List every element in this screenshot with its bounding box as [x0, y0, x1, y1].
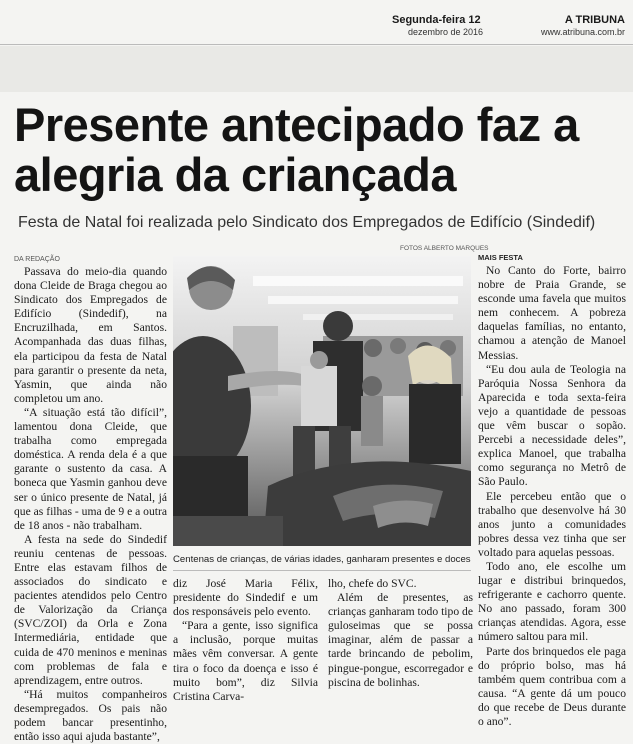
- header-band: [0, 46, 633, 92]
- paragraph: “Eu dou aula de Teologia na Paróquia Nossa Senhora da Aparecida e toda sexta-feira vejo a quantidade de pessoas que vêm buscar o sopão. Percebi a necessidade deles”, explica Manoel, que trabalha como segurança no Metrô de São Paulo.: [478, 362, 626, 489]
- header-rule: [0, 44, 633, 45]
- newspaper-url: www.atribuna.com.br: [540, 27, 625, 37]
- sidebar-label: MAIS FESTA: [478, 253, 523, 262]
- paragraph: Ele percebeu então que o trabalho que desenvolve há 30 anos junto a comunidades pobres dessa vez tinha que ser voltado para aquelas pessoas.: [478, 489, 626, 559]
- article-column-3: [328, 577, 473, 690]
- photo-caption: Centenas de crianças, de várias idades, ganharam presentes e doces: [173, 554, 471, 565]
- caption-rule: [173, 570, 471, 571]
- paragraph: A festa na sede do Sindedif reuniu centenas de pessoas. Entre elas estavam filhos de associados do sindicato e pacientes atendidos pelo Centro de Valorização da Criança (SVC/ZOI) da Orla e Zona Intermediária, entidade que cuida de 470 meninos e meninas com problemas de fala e aprendizagem, entre outros.: [14, 532, 167, 687]
- article-column-2: [173, 577, 318, 704]
- paragraph: Passava do meio-dia quando dona Cleide de Braga chegou ao Sindicato dos Empregados de Edifício (Sindedif), na Encruzilhada, em Santos. Acompanhada das duas filhas, ela participou da festa de Natal para garantir o presente da neta, Yasmin, que ainda não completou um ano.: [14, 265, 167, 405]
- paragraph: “A situação está tão difícil”, lamentou dona Cleide, que trabalha como empregada doméstica. A renda dela é a que garante o sustento da casa. A boneca que Yasmin ganhou deve ser o único presente de Natal, já que as filhas - uma de 9 e a outra de 18 anos - não trabalham.: [14, 405, 167, 532]
- newspaper-name: A TRIBUNA: [564, 14, 625, 26]
- news-photo: [173, 256, 471, 546]
- article-column-4: [478, 264, 626, 729]
- byline: DA REDAÇÃO: [14, 256, 60, 263]
- photo-credit: FOTOS ALBERTO MARQUES: [400, 245, 489, 252]
- paragraph: diz José Maria Félix, presidente do Sindedif e um dos responsáveis pelo evento.: [173, 577, 318, 619]
- photo-illustration: [173, 256, 471, 546]
- paragraph: No Canto do Forte, bairro nobre de Praia Grande, se esconde uma favela que muitos nem conhecem. A pobreza daquelas famílias, no entanto, chamou a atenção de Manoel Messias.: [478, 264, 626, 362]
- paragraph: Todo ano, ele escolhe um lugar e distribui brinquedos, refrigerante e cachorro quente. No ano passado, foram 300 crianças atendidas. Agora, esse número saltou para mil.: [478, 559, 626, 644]
- paragraph: “Há muitos companheiros desempregados. Os pais não podem bancar presentinho, então isso aqui ajuda bastante”,: [14, 687, 167, 744]
- paragraph: lho, chefe do SVC.: [328, 577, 417, 590]
- article-column-1: [14, 265, 167, 744]
- paragraph: “Para a gente, isso significa a inclusão, porque muitas mães vêm conversar. A gente tira o foco da doença e isso é muito bom”, diz Silvia Cristina Carva-: [173, 619, 318, 703]
- paragraph: Parte dos brinquedos ele paga do próprio bolso, mas há também quem contribua com a causa. “A gente dá um pouco do que recebe de Deus durante o ano”.: [478, 644, 626, 728]
- subtitle: Festa de Natal foi realizada pelo Sindicato dos Empregados de Edifício (Sindedif): [18, 214, 596, 231]
- page-date-month: dezembro de 2016: [408, 27, 484, 37]
- headline: Presente antecipado faz a alegria da criançada: [14, 98, 579, 201]
- page-date-day: Segunda-feira 12: [392, 14, 481, 26]
- paragraph: Além de presentes, as crianças ganharam todo tipo de guloseimas que se possa imaginar, além de passar a tarde brincando de pebolim, pingue-pongue, escorregador e piscina de bolinhas.: [328, 591, 473, 689]
